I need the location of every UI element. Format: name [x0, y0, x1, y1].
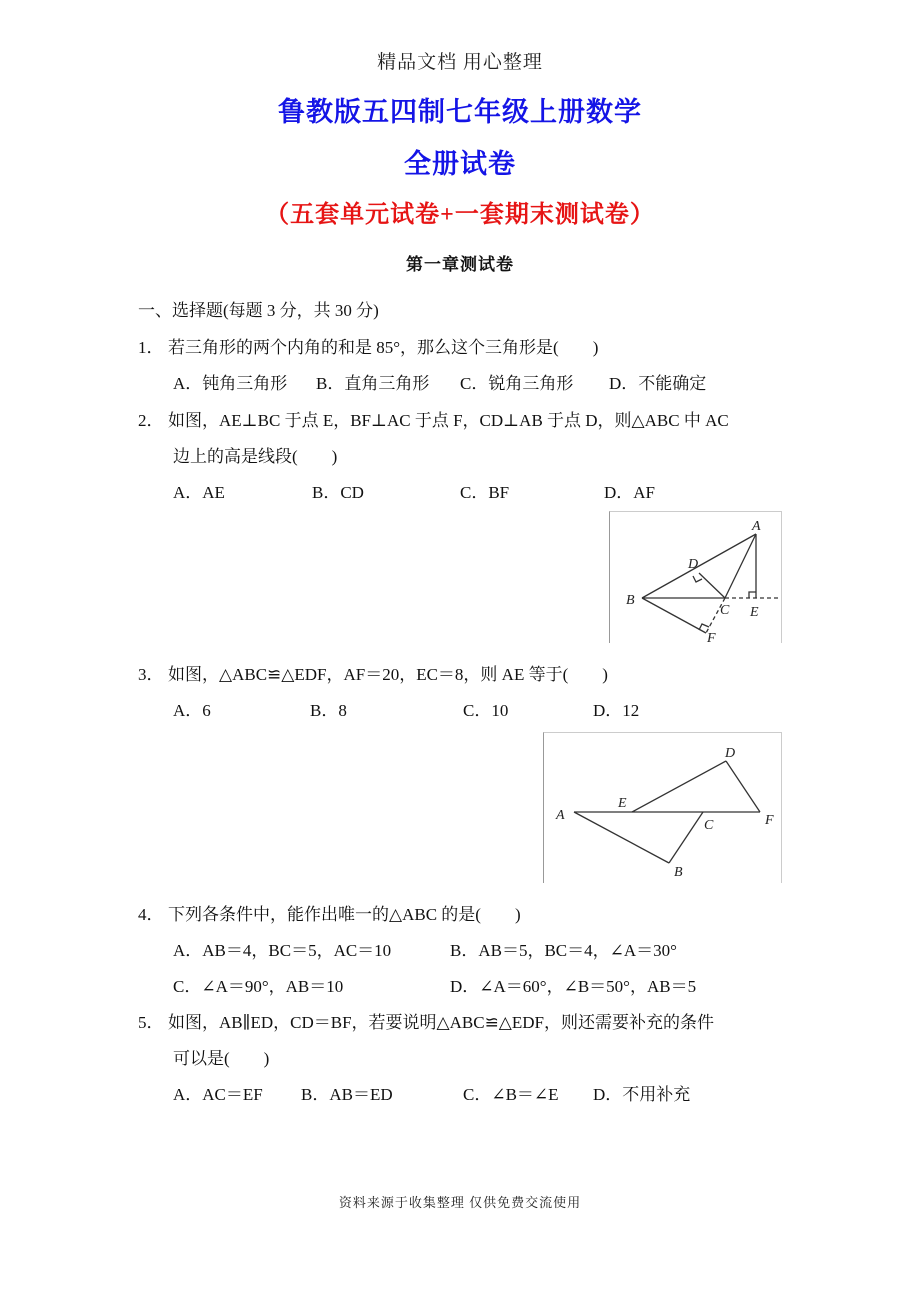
question-number: 4． [138, 905, 164, 924]
header-note: 精品文档 用心整理 [377, 52, 543, 73]
option-d: D．不用补充 [593, 1085, 691, 1104]
segment-ba [642, 534, 756, 598]
option-d: D．AF [604, 483, 656, 502]
question-stem: 若三角形的两个内角的和是 85°，那么这个三角形是( ) [168, 338, 599, 357]
option-a: A．AB＝4，BC＝5，AC＝10 [173, 941, 392, 960]
segment-df [726, 761, 760, 812]
segment-cd [699, 573, 725, 598]
footer-note: 资料来源于收集整理 仅供免费交流使用 [338, 1195, 582, 1210]
option-d: D．12 [593, 701, 640, 720]
label-f: F [707, 631, 716, 643]
figure-q2-diagram [610, 512, 781, 643]
option-c: C．锐角三角形 [460, 374, 574, 393]
option-d: D．∠A＝60°，∠B＝50°，AB＝5 [450, 977, 697, 996]
option-b: B．CD [312, 483, 364, 502]
question-number: 1． [138, 338, 164, 357]
figure-q2 [609, 511, 782, 643]
question-number: 3． [138, 665, 164, 684]
segment-ab [574, 812, 669, 863]
question-stem: 下列各条件中，能作出唯一的△ABC 的是( ) [168, 905, 521, 924]
option-b: B．直角三角形 [316, 374, 430, 393]
option-c: C．BF [460, 483, 510, 502]
right-angle-e [749, 592, 756, 598]
label-d: D [725, 746, 736, 761]
segment-bf [642, 598, 706, 633]
label-a: A [556, 808, 565, 823]
segment-bc [669, 812, 703, 863]
chapter-title: 第一章测试卷 [406, 255, 514, 274]
right-angle-d [693, 576, 702, 582]
option-c: C．∠B＝∠E [463, 1085, 559, 1104]
question-number: 5． [138, 1013, 164, 1032]
option-b: B．8 [310, 701, 347, 720]
question-stem-line2: 边上的高是线段( ) [173, 447, 338, 466]
question-number: 2． [138, 411, 164, 430]
label-a: A [752, 519, 761, 534]
segment-ca [725, 534, 756, 598]
question-stem-line2: 可以是( ) [173, 1049, 270, 1068]
label-b: B [674, 865, 683, 880]
label-b: B [626, 593, 635, 608]
option-b: B．AB＝ED [301, 1085, 393, 1104]
question-stem: 如图，△ABC≌△EDF，AF＝20，EC＝8，则 AE 等于( ) [168, 665, 608, 684]
label-d: D [688, 557, 699, 572]
section-heading: 一、选择题(每题 3 分，共 30 分) [138, 301, 379, 320]
label-c: C [720, 603, 730, 618]
option-c: C．10 [463, 701, 509, 720]
option-a: A．AE [173, 483, 225, 502]
label-c: C [704, 818, 714, 833]
figure-q3 [543, 732, 782, 883]
segment-ed [632, 761, 726, 812]
document-scope-note: （五套单元试卷+一套期末测试卷） [265, 202, 655, 228]
option-d: D．不能确定 [609, 374, 707, 393]
option-a: A．钝角三角形 [173, 374, 288, 393]
question-stem-line1: 如图，AB∥ED，CD＝BF，若要说明△ABC≌△EDF，则还需要补充的条件 [168, 1013, 714, 1032]
figure-q3-diagram [544, 733, 781, 883]
document-title: 鲁教版五四制七年级上册数学 [278, 97, 642, 127]
label-f: F [765, 813, 774, 828]
option-a: A．AC＝EF [173, 1085, 263, 1104]
document-subtitle: 全册试卷 [404, 149, 516, 179]
question-stem-line1: 如图，AE⊥BC 于点 E，BF⊥AC 于点 F，CD⊥AB 于点 D，则△ABC 中 AC [168, 411, 729, 430]
label-e: E [750, 605, 759, 620]
option-a: A．6 [173, 701, 211, 720]
label-e: E [618, 796, 627, 811]
option-c: C．∠A＝90°，AB＝10 [173, 977, 344, 996]
option-b: B．AB＝5，BC＝4，∠A＝30° [450, 941, 677, 960]
